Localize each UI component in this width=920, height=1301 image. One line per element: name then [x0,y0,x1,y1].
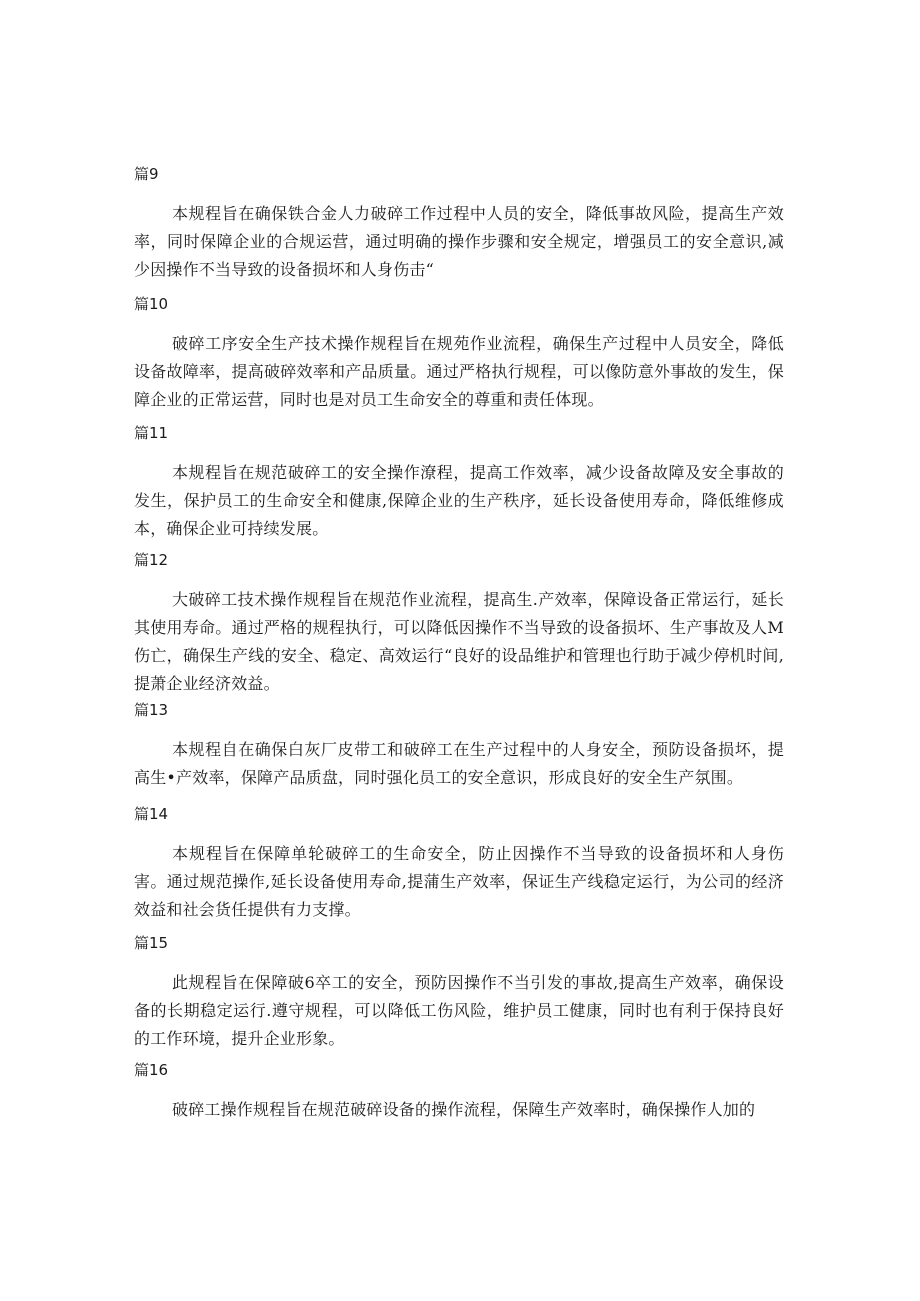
section-heading: 篇13 [134,701,169,719]
section-paragraph: 此规程旨在保障破6卒工的安全，预防因操作不当引发的事故,提高生产效率，确保设备的长期稳定运行.遵守规程，可以降低工伤风险，维护员工健康，同时也有利于保持良好的工作环境，提升企业形象。 [134,973,784,1048]
section-paragraph: 破碎工序安全生产技术操作规程旨在规苑作业流程，确保生产过程中人员安全，降低设备故障率，提高破碎效率和产品质量。通过严格执行规程，可以像防意外事故的发生，保障企业的正常运营，同时也是对员工生命安全的尊重和责任体现。 [134,334,784,409]
section-heading: 篇16 [134,1061,169,1079]
section-heading: 篇10 [134,295,169,313]
section-heading: 篇11 [134,424,169,442]
section-heading: 篇12 [134,551,169,569]
section-paragraph: 本规程旨在规范破碎工的安全操作潦程，提高工作效率，减少设备故障及安全事故的发生，保护员工的生命安全和健康,保障企业的生产秩序，延长设备使用寿命，降低维修成本，确保企业可持续发展。 [134,463,784,538]
section-paragraph: 本规程旨在确保铁合金人力破碎工作过程中人员的安全，降低事故风险，提高生产效率，同时保障企业的合规运营，通过明确的操作步骤和安全规定，增强员工的安全意识,减少因操作不当导致的设备损坏和人身伤击“ [134,204,784,279]
section-paragraph: 破碎工操作规程旨在规范破碎设备的操作流程，保障生产效率时，确保操作人加的 [172,1100,756,1119]
section-heading: 篇9 [134,165,159,183]
section-paragraph: 本规程旨在保障单轮破碎工的生命安全，防止因操作不当导致的设备损坏和人身伤害。通过规范操作,延长设备使用寿命,提蒲生产效率，保证生产线稳定运行，为公司的经济效益和社会货任提供有力支撑。 [134,844,784,919]
section-paragraph: 本规程自在确保白灰厂皮带工和破碎工在生产过程中的人身安全，预防设备损坏，提高生•产效率，保障产品质盘，同时强化员工的安全意识，形成良好的安全生产氛围。 [134,740,784,787]
section-heading: 篇15 [134,934,169,952]
section-paragraph: 大破碎工技术操作规程旨在规范作业流程，提高生.产效率，保障设备正常运行，延长其使用寿命。通过严格的规程执行，可以降低因操作不当导致的设备损坏、生产事故及人M伤亡，确保生产线的安全、稳定、高效运行“良好的设品维护和管理也行助于减少停机时间,提萧企业经济效益。 [134,590,784,693]
section-heading: 篇14 [134,805,169,823]
